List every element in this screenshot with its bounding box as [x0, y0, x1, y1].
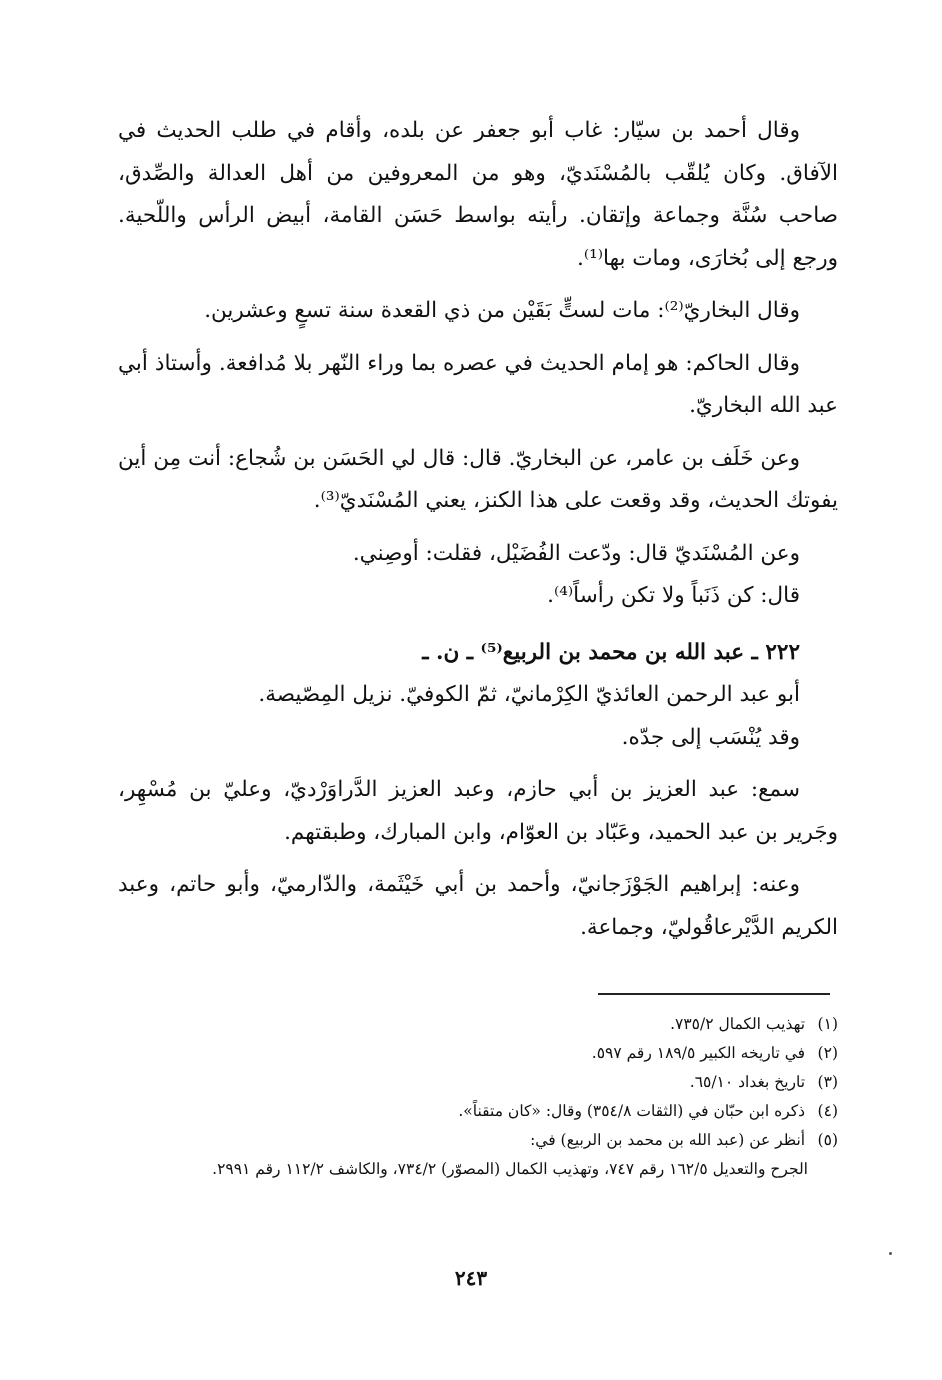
fudayl-line-1: وعن المُسْنَديّ قال: ودّعت الفُضَيْل، فقلت: أوصِني. — [352, 540, 800, 566]
paragraph-fudayl — [118, 533, 838, 618]
footnote-number: (٣) — [817, 1073, 838, 1091]
paragraph-ahmad-ibn-sayyar: وقال أحمد بن سيّار: غاب أبو جعفر عن بلده، وأقام في طلب الحديث في الآفاق. وكان يُلقّب بالمُسْنَديّ، وهو من المعروفين من أهل العدالة والصِّدق، صاحب سُنَّة وجماعة وإتقان. رأيته بواسط حَسَن القامة، أبيض الرأس واللّحية. ورجع إلى بُخارَى، ومات بها⁽¹⁾. — [118, 118, 838, 271]
footnote-5-continuation — [118, 1155, 838, 1184]
footnote-2 — [118, 1039, 838, 1068]
footnote-1 — [118, 1010, 838, 1039]
page-number: ٢٤٣ — [454, 1266, 488, 1290]
footnotes — [118, 1010, 838, 1184]
footnote-text: ذكره ابن حبّان في (الثقات ٣٥٤/٨) وقال: «كان متقناً». — [458, 1102, 806, 1120]
footnote-text: تهذيب الكمال ٧٣٥/٢. — [670, 1015, 806, 1033]
footnote-text: أنظر عن (عبد الله بن محمد بن الربيع) في: — [530, 1131, 806, 1149]
entry-nisba: وقد يُنْسَب إلى جدّه. — [621, 724, 800, 750]
paragraph-narrators: وعنه: إبراهيم الجَوْزَجانيّ، وأحمد بن أبي خَيْثَمة، والدّارميّ، وأبو حاتم، وعبد الكريم الدَّيْرعاقُوليّ، وجماعة. — [118, 872, 838, 940]
entry-kunya: أبو عبد الرحمن العائذيّ الكِرْمانيّ، ثمّ الكوفيّ. نزيل المِصّيصة. — [258, 682, 800, 707]
paragraph-bukhari-death: وقال البخاريّ⁽²⁾: مات لستٍّ بَقَيْن من ذي القعدة سنة تسعٍ وعشرين. — [204, 298, 800, 323]
footnote-number: (٢) — [817, 1044, 838, 1062]
main-text — [118, 110, 838, 959]
entry-heading: ٢٢٢ ـ عبد الله بن محمد بن الربيع⁽⁵⁾ ـ ن. ـ — [422, 639, 800, 665]
footnote-number: (٥) — [817, 1131, 838, 1149]
footnote-5 — [118, 1126, 838, 1155]
footnote-text: في تاريخه الكبير ١٨٩/٥ رقم ٥٩٧. — [591, 1044, 806, 1062]
scan-speck — [889, 1252, 892, 1255]
paragraph-hakim: وقال الحاكم: هو إمام الحديث في عصره بما وراء النّهر بلا مُدافعة. وأستاذ أبي عبد الله البخاريّ. — [118, 350, 838, 418]
footnote-number: (٤) — [817, 1102, 838, 1120]
footnote-number: (١) — [817, 1015, 838, 1033]
paragraph-heard-from: سمع: عبد العزيز بن أبي حازم، وعبد العزيز الدَّراوَرْديّ، وعليّ بن مُسْهِر، وجَرير بن عبد الحميد، وعَبّاد بن العوّام، وابن المبارك، وطبقتهم. — [118, 777, 838, 845]
footnote-4 — [118, 1097, 838, 1126]
biography-entry — [118, 632, 838, 760]
footnote-text: تاريخ بغداد ٦٥/١٠. — [689, 1073, 806, 1091]
paragraph-khalaf: وعن خَلَف بن عامر، عن البخاريّ. قال: قال لي الحَسَن بن شُجاع: أنت مِن أين يفوتك الحديث، وقد وقعت على هذا الكنز، يعني المُسْنَديّ⁽³⁾. — [118, 445, 838, 513]
footnote-text: الجرح والتعديل ١٦٢/٥ رقم ٧٤٧، وتهذيب الكمال (المصوّر) ٧٣٤/٢، والكاشف ١١٢/٢ رقم ٢٩٩١. — [212, 1160, 808, 1178]
footnote-divider — [598, 993, 830, 995]
fudayl-line-2: قال: كن ذَنَباً ولا تكن رأساً⁽⁴⁾. — [547, 583, 800, 608]
footnote-3 — [118, 1068, 838, 1097]
